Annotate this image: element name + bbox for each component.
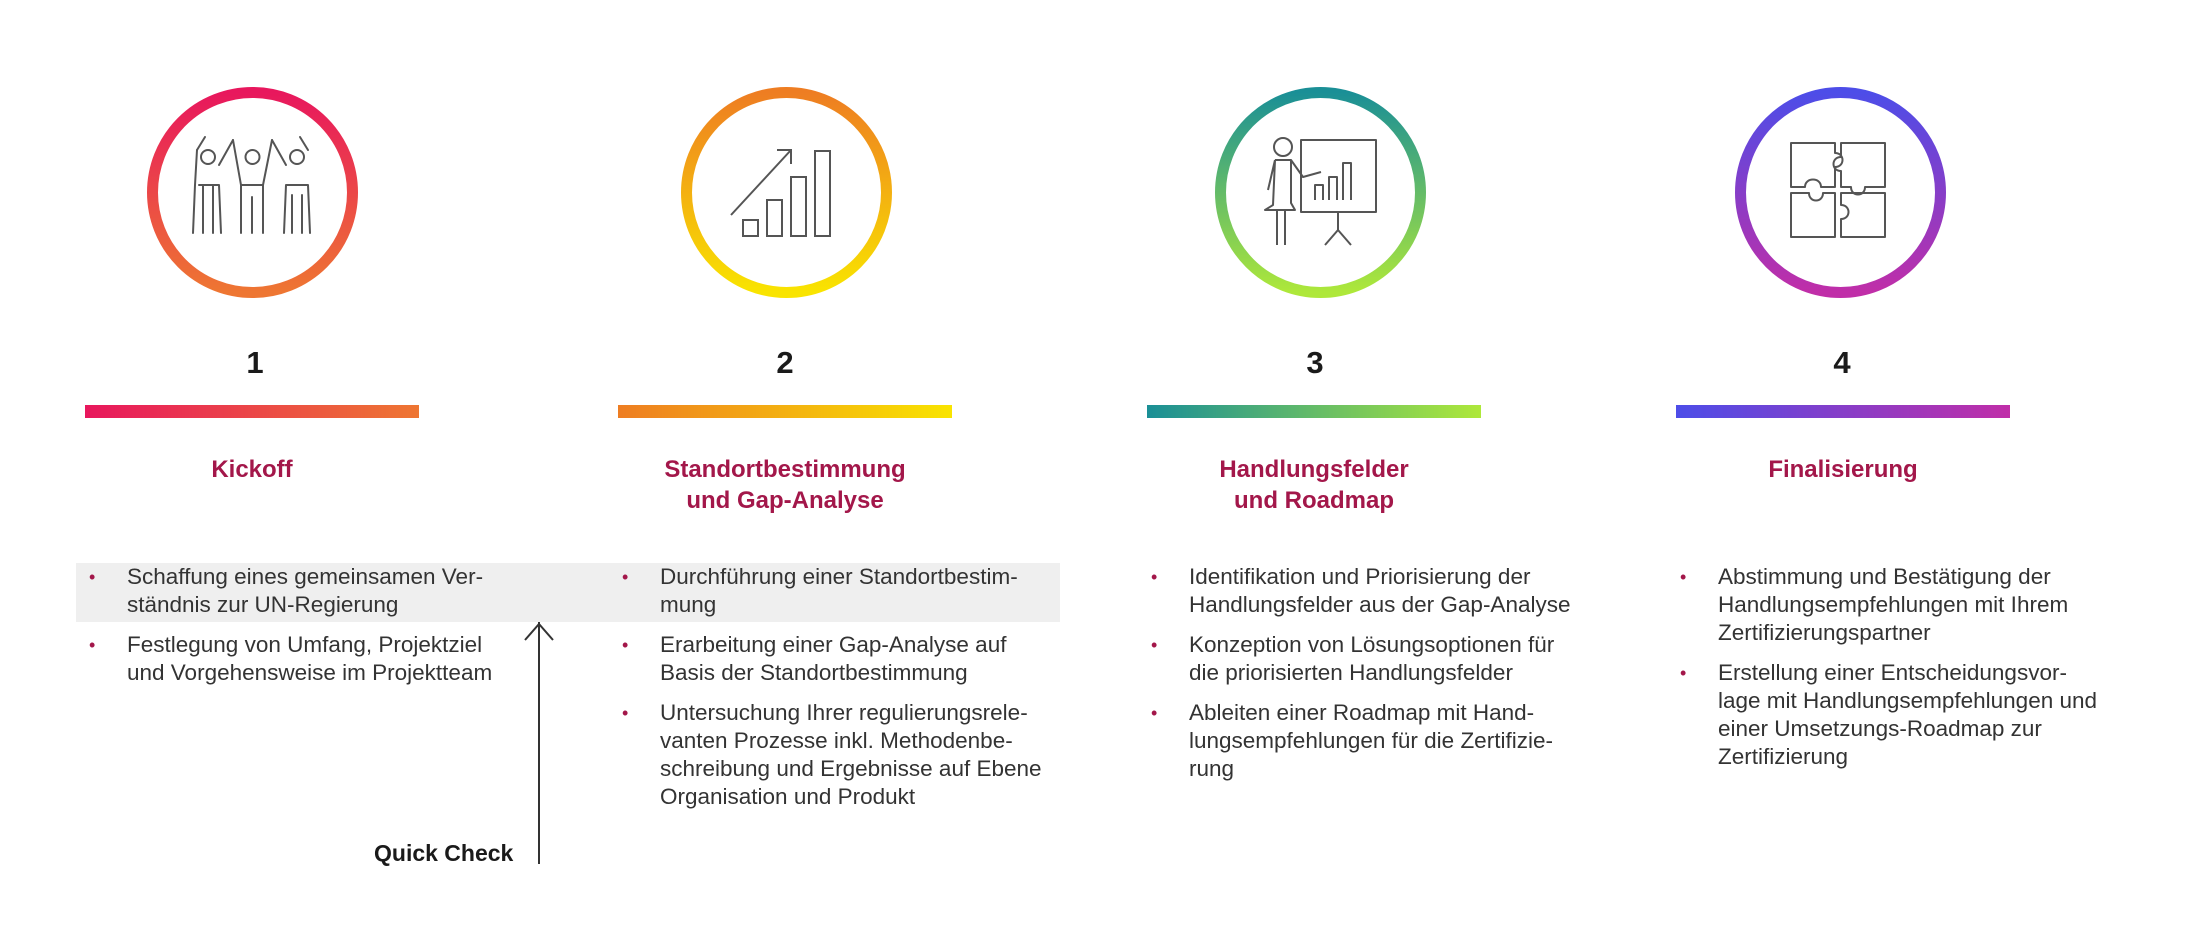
list-item: • Durchführung einer Standortbestim- mung [613,563,1063,619]
step-1-number: 1 [246,345,264,380]
step-3-bar [1147,405,1481,418]
step-1-bar [85,405,419,418]
list-item: • Konzeption von Lösungsoptionen für die priorisierten Handlungsfelder [1142,631,1592,687]
step-3-number: 3 [1306,345,1324,380]
list-item: • Identifikation und Priorisierung der Handlungsfelder aus der Gap-Analyse [1142,563,1592,619]
quick-check-label: Quick Check [374,840,514,866]
step-2-ring [679,85,894,300]
step-1-ring [145,85,360,300]
step-2-title: Standortbestimmung und Gap-Analyse [664,456,906,514]
list-item: • Erstellung einer Entscheidungsvor- lage mit Handlungsempfehlungen und einer Umsetzungs-Roadmap zur Zertifizierung [1671,659,2121,771]
step-4-title: Finalisierung [1768,456,1918,483]
step-2-bullets [613,563,1063,823]
team-celebrating-icon [193,137,310,233]
step-4-ring [1733,85,1948,300]
step-3-bullets [1142,563,1592,795]
list-item: • Erarbeitung einer Gap-Analyse auf Basis der Standortbestimmung [613,631,1063,687]
list-item: • Abstimmung und Bestätigung der Handlungsempfehlungen mit Ihrem Zertifizierungspartner [1671,563,2121,647]
step-3-ring [1213,85,1428,300]
quick-check-line [538,622,540,864]
step-2-bar [618,405,952,418]
list-item: • Festlegung von Umfang, Projektziel und Vorgehensweise im Projektteam [80,631,530,687]
list-item: • Ableiten einer Roadmap mit Hand- lungsempfehlungen für die Zertifizie- rung [1142,699,1592,783]
puzzle-icon [1791,143,1885,237]
step-2-number: 2 [776,345,794,380]
step-4-bullets [1671,563,2121,783]
step-3-title: Handlungsfelder und Roadmap [1219,456,1409,514]
list-item: • Schaffung eines gemeinsamen Ver- ständnis zur UN-Regierung [80,563,530,619]
presentation-icon [1265,138,1376,245]
step-1-bullets [80,563,530,699]
step-4-bar [1676,405,2010,418]
growth-chart-icon [731,150,830,236]
list-item: • Untersuchung Ihrer regulierungsrele- vanten Prozesse inkl. Methodenbe- schreibung und Ergebnisse auf Ebene Organisation und Produkt [613,699,1063,811]
step-1-title: Kickoff [211,456,293,483]
step-4-number: 4 [1833,345,1851,380]
